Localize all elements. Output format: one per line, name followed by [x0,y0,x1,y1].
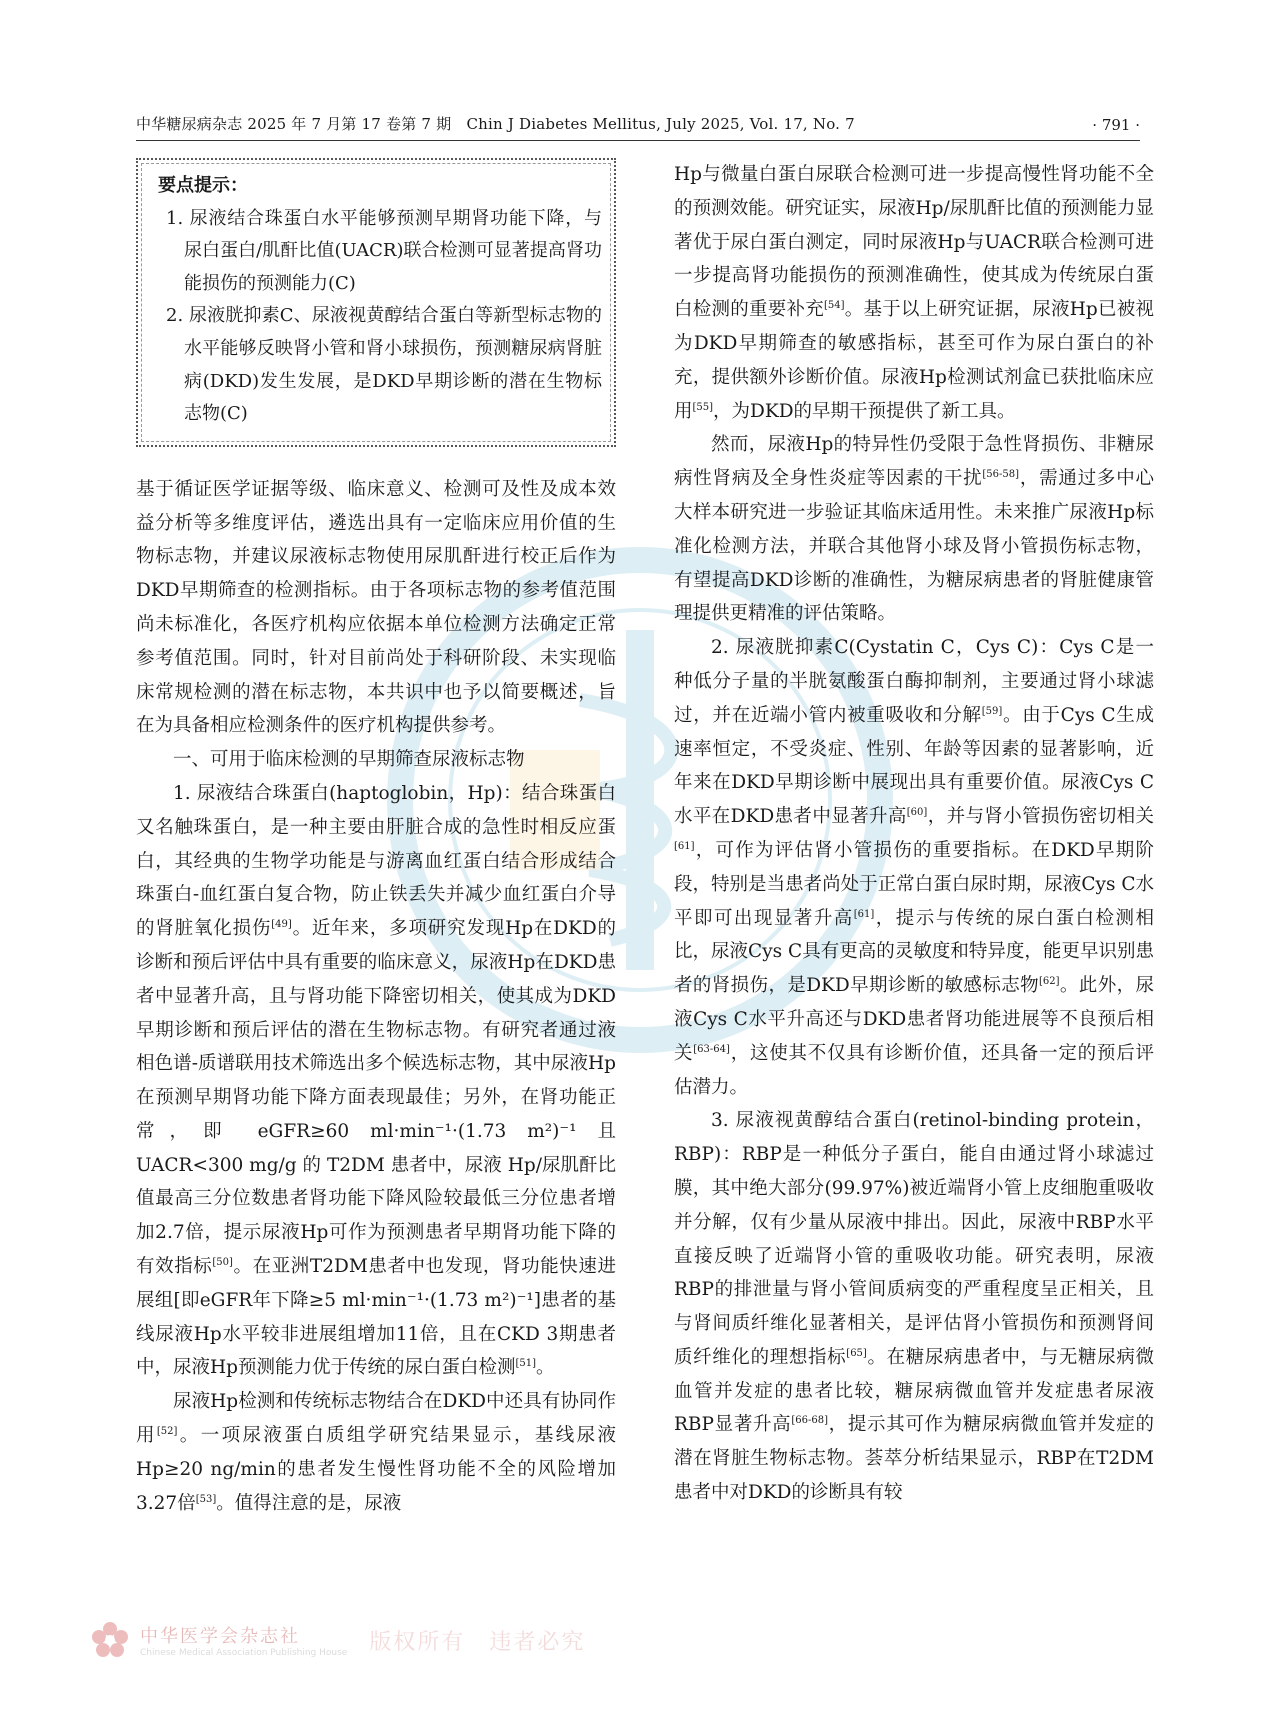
publisher-watermark [90,1620,585,1660]
citation: [52] [156,1425,178,1437]
citation: [50] [212,1256,233,1268]
citation: [51] [515,1358,537,1370]
citation: [63-64] [693,1043,730,1055]
right-column [674,158,1154,1510]
paragraph: 2. 尿液胱抑素C(Cystatin C，Cys C)：Cys C是一种低分子量的半胱氨酸蛋白酶抑制剂，主要通过肾小球滤过，并在近端小管内被重吸收和分解[59]。由于Cys C生成速率恒定，不受炎症、性别、年龄等因素的显著影响，近年来在DKD早期诊断中展现出具有重要价值。尿液Cys C水平在DKD患者中显著升高[60]，并与肾小管损伤密切相关[61]，可作为评估肾小管损伤的重要指标。在DKD早期阶段，特别是当患者尚处于正常白蛋白尿时期，尿液Cys C水平即可出现显著升高[61]，提示与传统的尿白蛋白检测相比，尿液Cys C具有更高的灵敏度和特异度，能更早识别患者的肾损伤，是DKD早期诊断的敏感标志物[62]。此外，尿液Cys C水平升高还与DKD患者肾功能进展等不良预后相关[63-64]，这使其不仅具有诊断价值，还具备一定的预后评估潜力。 [674,637,1154,1098]
citation: [66-68] [791,1415,828,1427]
citation: [61] [674,840,695,852]
paragraph: 1. 尿液结合珠蛋白(haptoglobin，Hp)：结合珠蛋白又名触珠蛋白，是一种主要由肝脏合成的急性时相反应蛋白，其经典的生物学功能是与游离血红蛋白结合形成结合珠蛋白-血红蛋白复合物，防止铁丢失并减少血红蛋白介导的肾脏氧化损伤[49]。近年来，多项研究发现Hp在DKD的诊断和预后评估中具有重要的临床意义，尿液Hp在DKD患者中显著升高，且与肾功能下降密切相关，使其成为DKD早期诊断和预后评估的潜在生物标志物。有研究者通过液相色谱-质谱联用技术筛选出多个候选标志物，其中尿液Hp在预测早期肾功能下降方面表现最佳；另外，在肾功能正常，即 eGFR≥60 ml·min⁻¹·(1.73 m²)⁻¹ 且UACR<300 mg/g 的 T2DM 患者中，尿液 Hp/尿肌酐比值最高三分位数患者肾功能下降风险较最低三分位患者增加2.7倍，提示尿液Hp可作为预测患者早期肾功能下降的有效指标[50]。在亚洲T2DM患者中也发现，肾功能快速进展组[即eGFR年下降≥5 ml·min⁻¹·(1.73 m²)⁻¹]患者的基线尿液Hp水平较非进展组增加11倍，且在CKD 3期患者中，尿液Hp预测能力优于传统的尿白蛋白检测[51]。 [136,782,616,1379]
key-point-item: 1. 尿液结合珠蛋白水平能够预测早期肾功能下降，与尿白蛋白/肌酐比值(UACR)联合检测可显著提高肾功能损伤的预测能力(C) [166,207,602,294]
citation: [54] [824,300,845,312]
left-column [136,158,616,1520]
page-number: · 791 · [1092,116,1140,134]
citation: [59] [981,705,1003,717]
paragraph: 然而，尿液Hp的特异性仍受限于急性肾损伤、非糖尿病性肾病及全身性炎症等因素的干扰[56-58]，需通过多中心大样本研究进一步验证其临床适用性。未来推广尿液Hp标准化检测方法，并联合其他肾小球及肾小管损伤标志物，有望提高DKD诊断的准确性，为糖尿病患者的肾脏健康管理提供更精准的评估策略。 [674,434,1154,625]
citation: [61] [853,908,875,920]
citation: [55] [692,401,714,413]
paragraph: 基于循证医学证据等级、临床意义、检测可及性及成本效益分析等多维度评估，遴选出具有一定临床应用价值的生物标志物，并建议尿液标志物使用尿肌酐进行校正后作为DKD早期筛查的检测指标。由于各项标志物的参考值范围尚未标准化，各医疗机构应依据本单位检测方法确定正常参考值范围。同时，针对目前尚处于科研阶段、未实现临床常规检测的潜在标志物，本共识中也予以简要概述，旨在为具备相应检测条件的医疗机构提供参考。 [136,478,616,737]
journal-citation: 中华糖尿病杂志 2025 年 7 月第 17 卷第 7 期 Chin J Diabetes Mellitus, July 2025, Vol. 17, No. 7 [136,115,855,133]
citation: [65] [846,1347,867,1359]
citation: [53] [195,1493,217,1505]
key-point-item: 2. 尿液胱抑素C、尿液视黄醇结合蛋白等新型标志物的水平能够反映肾小管和肾小球损伤，预测糖尿病肾脏病(DKD)发生发展，是DKD早期诊断的潜在生物标志物(C) [166,305,602,425]
paragraph: 尿液Hp检测和传统标志物结合在DKD中还具有协同作用[52]。一项尿液蛋白质组学研究结果显示，基线尿液Hp≥20 ng/min的患者发生慢性肾功能不全的风险增加3.27倍[53]。值得注意的是，尿液 [136,1391,616,1514]
section-heading: 一、可用于临床检测的早期筛查尿液标志物 [173,749,525,771]
copyright-notice: 版权所有 违者必究 [369,1629,586,1655]
running-header [136,108,1140,141]
flower-logo-icon [90,1620,130,1660]
citation: [49] [271,918,292,930]
paragraph: 3. 尿液视黄醇结合蛋白(retinol-binding protein，RBP)：RBP是一种低分子蛋白，能自由通过肾小球滤过膜，其中绝大部分(99.97%)被近端肾小管上皮细胞重吸收并分解，仅有少量从尿液中排出。因此，尿液中RBP水平直接反映了近端肾小管的重吸收功能。研究表明，尿液RBP的排泄量与肾小管间质病变的严重程度呈正相关，且与肾间质纤维化显著相关，是评估肾小管损伤和预测肾间质纤维化的理想指标[65]。在糖尿病患者中，与无糖尿病微血管并发症的患者比较，糖尿病微血管并发症患者尿液RBP显著升高[66-68]，提示其可作为糖尿病微血管并发症的潜在肾脏生物标志物。荟萃分析结果显示，RBP在T2DM患者中对DKD的诊断具有较 [674,1110,1154,1504]
key-points-box [136,158,616,447]
citation: [56-58] [982,469,1020,481]
publisher-name-en: Chinese Medical Association Publishing House [140,1648,348,1658]
publisher-name: 中华医学会杂志社 [140,1626,300,1647]
citation: [62] [1039,975,1060,987]
key-points-title: 要点提示： [158,175,248,196]
citation: [60] [906,806,928,818]
paragraph: Hp与微量白蛋白尿联合检测可进一步提高慢性肾功能不全的预测效能。研究证实，尿液Hp/尿肌酐比值的预测能力显著优于尿白蛋白测定，同时尿液Hp与UACR联合检测可进一步提高肾功能损伤的预测准确性，使其成为传统尿白蛋白检测的重要补充[54]。基于以上研究证据，尿液Hp已被视为DKD早期筛查的敏感指标，甚至可作为尿白蛋白的补充，提供额外诊断价值。尿液Hp检测试剂盒已获批临床应用[55]，为DKD的早期干预提供了新工具。 [674,164,1154,422]
